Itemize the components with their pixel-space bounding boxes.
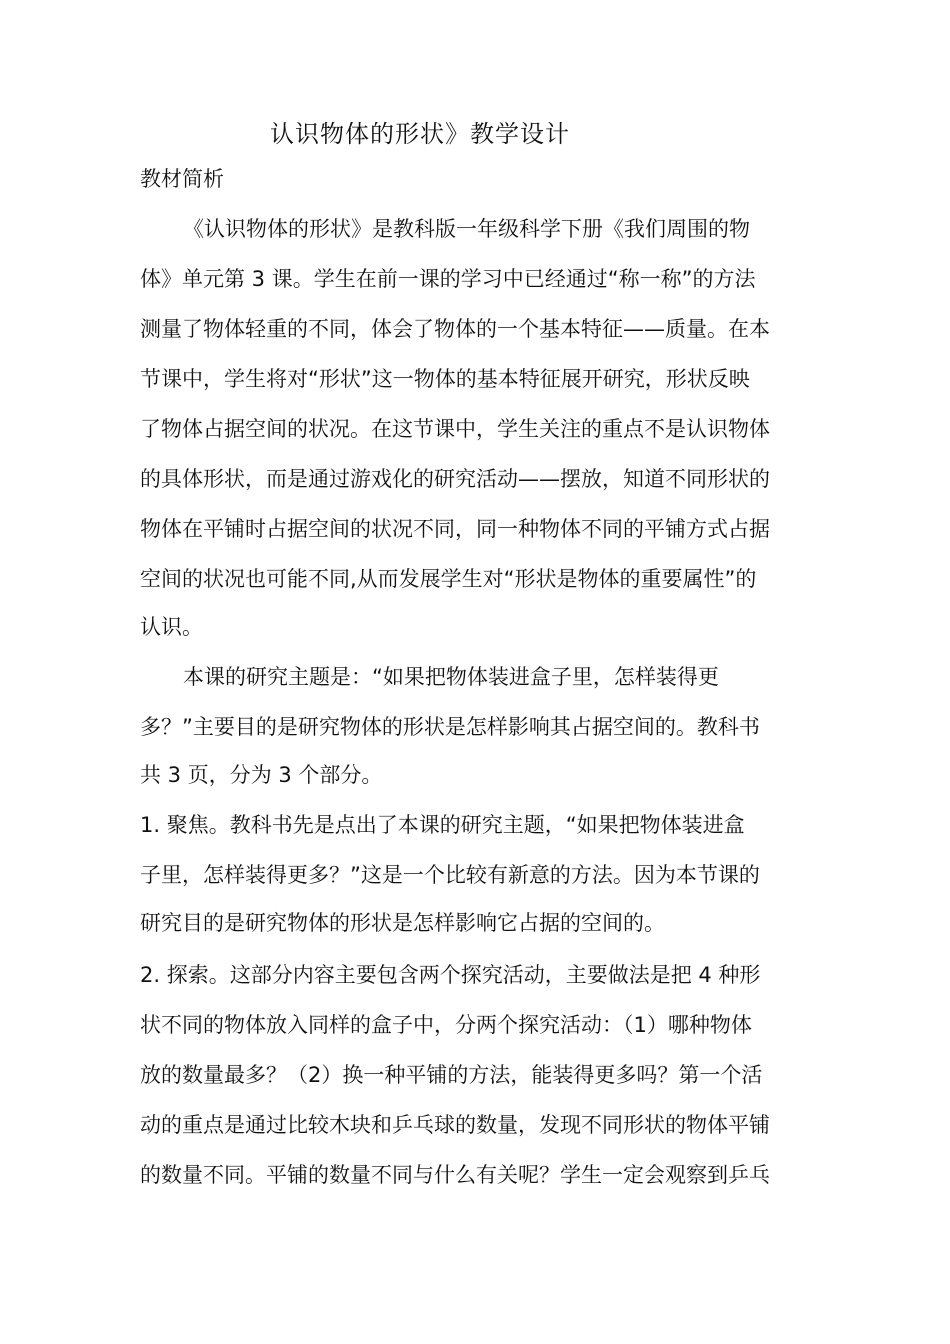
section-heading: 教材简析 — [140, 167, 224, 191]
list-item-line: 状不同的物体放入同样的盒子中，分两个探究活动：（1）哪种物体 — [140, 1013, 752, 1037]
list-item-line: 1. 聚焦。教科书先是点出了本课的研究主题，“如果把物体装进盒 — [140, 813, 745, 837]
paragraph-line: 测量了物体轻重的不同，体会了物体的一个基本特征——质量。在本 — [140, 317, 770, 341]
list-item-line: 放的数量最多？（2）换一种平铺的方法，能装得更多吗？第一个活 — [140, 1063, 763, 1087]
paragraph-line: 节课中，学生将对“形状”这一物体的基本特征展开研究，形状反映 — [140, 367, 750, 391]
list-item-line: 的数量不同。平铺的数量不同与什么有关呢？学生一定会观察到乒乓 — [140, 1163, 770, 1187]
list-item-line: 动的重点是通过比较木块和乒乓球的数量，发现不同形状的物体平铺 — [140, 1113, 770, 1137]
paragraph-line: 《认识物体的形状》是教科版一年级科学下册《我们周围的物 — [183, 217, 750, 241]
list-item-line: 2. 探索。这部分内容主要包含两个探究活动，主要做法是把 4 种形 — [140, 963, 761, 987]
list-item-line: 研究目的是研究物体的形状是怎样影响它占据的空间的。 — [140, 911, 665, 935]
paragraph-line: 空间的状况也可能不同,从而发展学生对“形状是物体的重要属性”的 — [140, 567, 757, 591]
paragraph-line: 多？”主要目的是研究物体的形状是怎样影响其占据空间的。教科书 — [140, 715, 760, 739]
document-title: 认识物体的形状》教学设计 — [270, 120, 570, 148]
paragraph-line: 物体在平铺时占据空间的状况不同，同一种物体不同的平铺方式占据 — [140, 517, 770, 541]
paragraph-line: 了物体占据空间的状况。在这节课中，学生关注的重点不是认识物体 — [140, 417, 770, 441]
paragraph-line: 体》单元第 3 课。学生在前一课的学习中已经通过“称一称”的方法 — [140, 267, 756, 291]
list-item-line: 子里，怎样装得更多？”这是一个比较有新意的方法。因为本节课的 — [140, 863, 760, 887]
paragraph-line: 共 3 页，分为 3 个部分。 — [140, 763, 383, 787]
paragraph-line: 的具体形状，而是通过游戏化的研究活动——摆放，知道不同形状的 — [140, 467, 770, 491]
paragraph-line: 认识。 — [140, 615, 203, 639]
paragraph-line: 本课的研究主题是：“如果把物体装进盒子里，怎样装得更 — [183, 665, 719, 689]
